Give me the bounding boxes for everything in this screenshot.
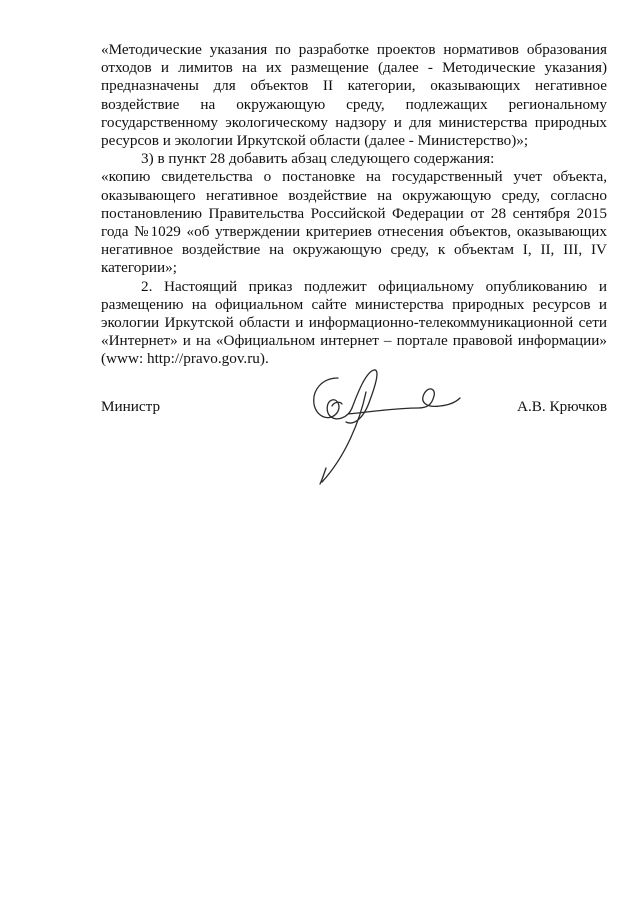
paragraph-item-3: 3) в пункт 28 добавить абзац следующего содержания: [141, 150, 495, 168]
paragraph-certificate-copy: «копию свидетельства о постановке на государственный учет объекта, оказывающего негативное воздействие на окружающую среду, согласно постановлению Правительства Российской Федерации от 28 сентября 2015 года №1029 «об утверждении критериев отнесения объектов, оказывающих негативное воздействие на окружающую среду, к объектам I, II, III, IV категории»; [101, 168, 607, 277]
signer-position: Министр [101, 398, 161, 415]
document-body [101, 41, 607, 369]
paragraph-publication: 2. Настоящий приказ подлежит официальному опубликованию и размещению на официальном сайте министерства природных ресурсов и экологии Иркутской области и информационно-телекоммуникационной сети «Интернет» и на «Официальном интернет – портале правовой информации» (www: http://pravo.gov.ru). [101, 277, 607, 368]
paragraph-methodical-guidelines: «Методические указания по разработке проектов нормативов образования отходов и лимитов на их размещение (далее - Методические указания) предназначены для объектов II категории, оказывающих негативное воздействие на окружающую среду, подлежащих региональному государственному экологическому надзору и для министерства природных ресурсов и экологии Иркутской области (далее - Министерство)»; [101, 41, 607, 150]
handwritten-signature [300, 364, 470, 489]
signer-name: А.В. Крючков [517, 398, 607, 415]
